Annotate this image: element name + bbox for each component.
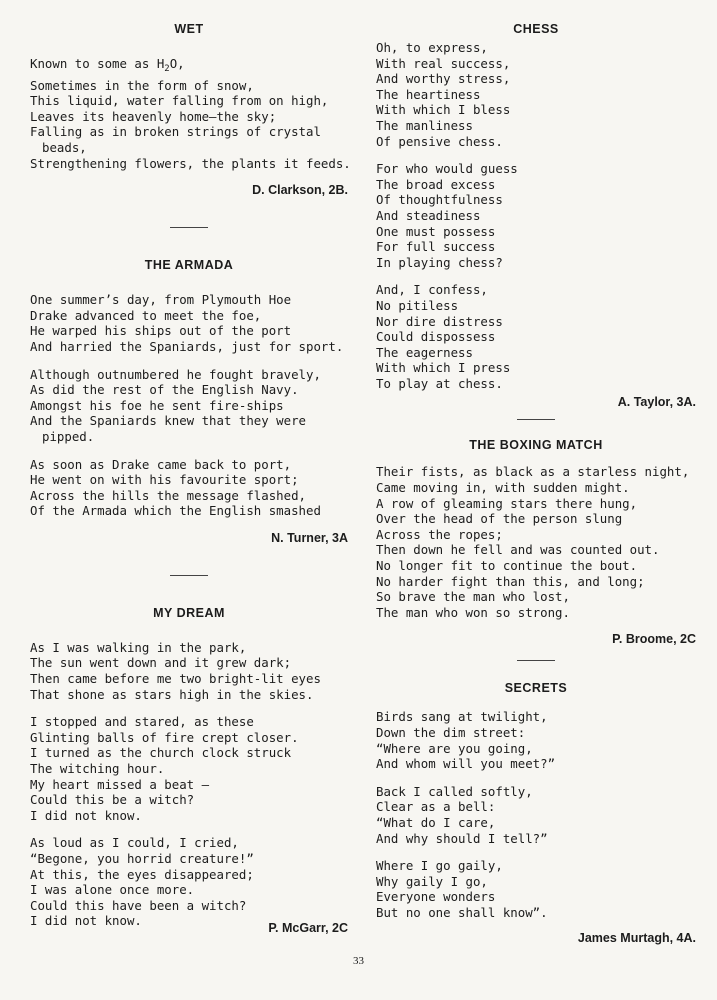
divider — [517, 660, 555, 661]
poem-line: But no one shall know”. — [376, 904, 548, 920]
poem-line: And worthy stress, — [376, 71, 511, 87]
poem-line: No pitiless — [376, 297, 459, 313]
poem-line: Across the ropes; — [376, 526, 503, 542]
poem-line: At this, the eyes disappeared; — [30, 866, 254, 882]
poem-line: The broad excess — [376, 176, 496, 192]
poem-line: Although outnumbered he fought bravely, — [30, 366, 321, 382]
stanza — [30, 640, 348, 702]
poem-title: THE BOXING MATCH — [469, 438, 603, 453]
poem-title: WET — [174, 22, 204, 36]
poem-line: No harder fight than this, and long; — [376, 573, 645, 589]
author-credit: P. Broome, 2C — [612, 632, 696, 647]
poem-line: Then down he fell and was counted out. — [376, 542, 660, 558]
poem-line: Then came before me two bright-lit eyes — [30, 671, 321, 687]
poem-line: My heart missed a beat — — [30, 776, 210, 792]
poem-line: He warped his ships out of the port — [30, 323, 292, 339]
poem-line: Over the head of the person slung — [376, 511, 623, 527]
poem-line: Their fists, as black as a starless night, — [376, 464, 690, 480]
divider — [517, 419, 555, 420]
poem-line: Drake advanced to meet the foe, — [30, 307, 262, 323]
poem-line: Of pensive chess. — [376, 133, 503, 149]
poem-line: I was alone once more. — [30, 882, 195, 898]
poem-line: “What do I care, — [376, 814, 496, 830]
poem-line: And steadiness — [376, 207, 481, 223]
poem-line: A row of gleaming stars there hung, — [376, 495, 638, 511]
stanza — [30, 457, 348, 519]
author-credit: N. Turner, 3A — [271, 530, 348, 545]
formula-text: O, — [169, 56, 185, 71]
divider — [170, 575, 208, 576]
poem-line: He went on with his favourite sport; — [30, 472, 299, 488]
poem-chess — [376, 22, 696, 409]
poem-line: pipped. — [42, 428, 95, 444]
poem-line: Nor dire distress — [376, 313, 503, 329]
poem-line: For full success — [376, 239, 496, 255]
poem-line: And whom will you meet?” — [376, 756, 556, 772]
author-credit: James Murtagh, 4A. — [577, 930, 696, 945]
poem-line: The man who won so strong. — [376, 604, 570, 620]
poem-line: One must possess — [376, 223, 496, 239]
poem-line: As soon as Drake came back to port, — [30, 456, 292, 472]
poem-line: For who would guess — [376, 161, 518, 177]
poem-line: beads, — [42, 139, 87, 155]
poem-line: So brave the man who lost, — [376, 589, 570, 605]
poem-title: SECRETS — [504, 681, 568, 696]
stanza — [376, 709, 696, 771]
poem-line: To play at chess. — [376, 375, 503, 391]
stanza — [376, 40, 696, 149]
poem-line — [30, 56, 348, 78]
poem-line: In playing chess? — [376, 254, 503, 270]
poem-line: The manliness — [376, 117, 473, 133]
stanza — [376, 784, 696, 846]
poem-secrets — [376, 681, 696, 944]
left-column — [30, 22, 351, 935]
poem-boxing-match — [376, 438, 696, 646]
poem-line: As loud as I could, I cried, — [30, 835, 239, 851]
poem-line: I did not know. — [30, 913, 142, 929]
poem-my-dream — [30, 606, 348, 935]
poem-line: As did the rest of the English Navy. — [30, 382, 299, 398]
poem-line: As I was walking in the park, — [30, 639, 247, 655]
poem-line: Amongst his foe he sent fire-ships — [30, 397, 284, 413]
stanza — [376, 282, 696, 391]
poem-line: Down the dim street: — [376, 725, 526, 740]
poem-line: Oh, to express, — [376, 40, 488, 55]
poem-line: And, I confess, — [376, 282, 488, 298]
poem-line: Where I go gaily, — [376, 858, 503, 874]
poem-line: Of the Armada which the English smashed — [30, 503, 321, 519]
poem-title: MY DREAM — [153, 605, 225, 620]
poem-line: Sometimes in the form of snow, — [30, 77, 254, 93]
poem-line: I did not know. — [30, 807, 142, 823]
poem-wet — [30, 22, 351, 198]
right-column — [376, 22, 696, 945]
poem-line: Across the hills the message flashed, — [30, 487, 307, 503]
author-credit: D. Clarkson, 2B. — [252, 183, 348, 198]
author-credit: P. McGarr, 2C — [268, 920, 348, 935]
poem-line: “Begone, you horrid creature!” — [30, 851, 254, 866]
poem-line: Why gaily I go, — [376, 873, 488, 889]
poem-line: And the Spaniards knew that they were — [30, 413, 307, 429]
poem-line: Leaves its heavenly home—the sky; — [30, 108, 277, 124]
poem-line: No longer fit to continue the bout. — [376, 558, 638, 574]
poem-line: Birds sang at twilight, — [376, 709, 548, 725]
poem-line: The eagerness — [376, 344, 473, 360]
poem-line: The witching hour. — [30, 761, 165, 777]
poem-line: One summer’s day, from Plymouth Hoe — [30, 292, 292, 308]
stanza — [376, 464, 696, 620]
poem-title: CHESS — [513, 22, 559, 36]
poem-line: Could dispossess — [376, 329, 496, 345]
poem-line: That shone as stars high in the skies. — [30, 686, 314, 702]
poem-line: This liquid, water falling from on high, — [30, 93, 329, 109]
formula-text: Known to some as H — [30, 56, 165, 71]
poem-line: I turned as the church clock struck — [30, 745, 292, 761]
page-number: 33 — [353, 955, 364, 967]
poem-line: Back I called softly, — [376, 783, 533, 799]
stanza — [30, 367, 348, 445]
divider — [170, 227, 208, 228]
poem-line: Could this be a witch? — [30, 792, 195, 808]
poem-line: The heartiness — [376, 86, 481, 102]
poem-line: The sun went down and it grew dark; — [30, 655, 292, 671]
poem-line: “Where are you going, — [376, 740, 533, 756]
stanza — [376, 858, 696, 920]
poem-line: Came moving in, with sudden might. — [376, 480, 630, 496]
poem-line: Of thoughtfulness — [376, 192, 503, 208]
poem-title: THE ARMADA — [144, 258, 234, 273]
poem-line: Strengthening flowers, the plants it feeds. — [30, 155, 351, 171]
poem-line: And why should I tell?” — [376, 830, 548, 846]
stanza — [30, 56, 351, 171]
subscript: 2 — [164, 64, 170, 74]
poem-line: And harried the Spaniards, just for sport. — [30, 338, 344, 354]
poem-line: With real success, — [376, 55, 511, 71]
poem-line: Glinting balls of fire crept closer. — [30, 729, 299, 745]
poem-armada — [30, 258, 348, 545]
poem-line: Could this have been a witch? — [30, 897, 247, 913]
stanza — [30, 292, 348, 354]
poem-line: I stopped and stared, as these — [30, 714, 254, 730]
stanza — [30, 714, 348, 823]
poem-line: With which I bless — [376, 102, 511, 118]
stanza — [376, 161, 696, 270]
stanza — [30, 835, 348, 929]
poem-line: Everyone wonders — [376, 889, 496, 905]
poem-line: Falling as in broken strings of crystal — [30, 124, 321, 140]
author-credit: A. Taylor, 3A. — [617, 395, 696, 410]
poem-line: With which I press — [376, 360, 511, 376]
poem-line: Clear as a bell: — [376, 799, 496, 815]
